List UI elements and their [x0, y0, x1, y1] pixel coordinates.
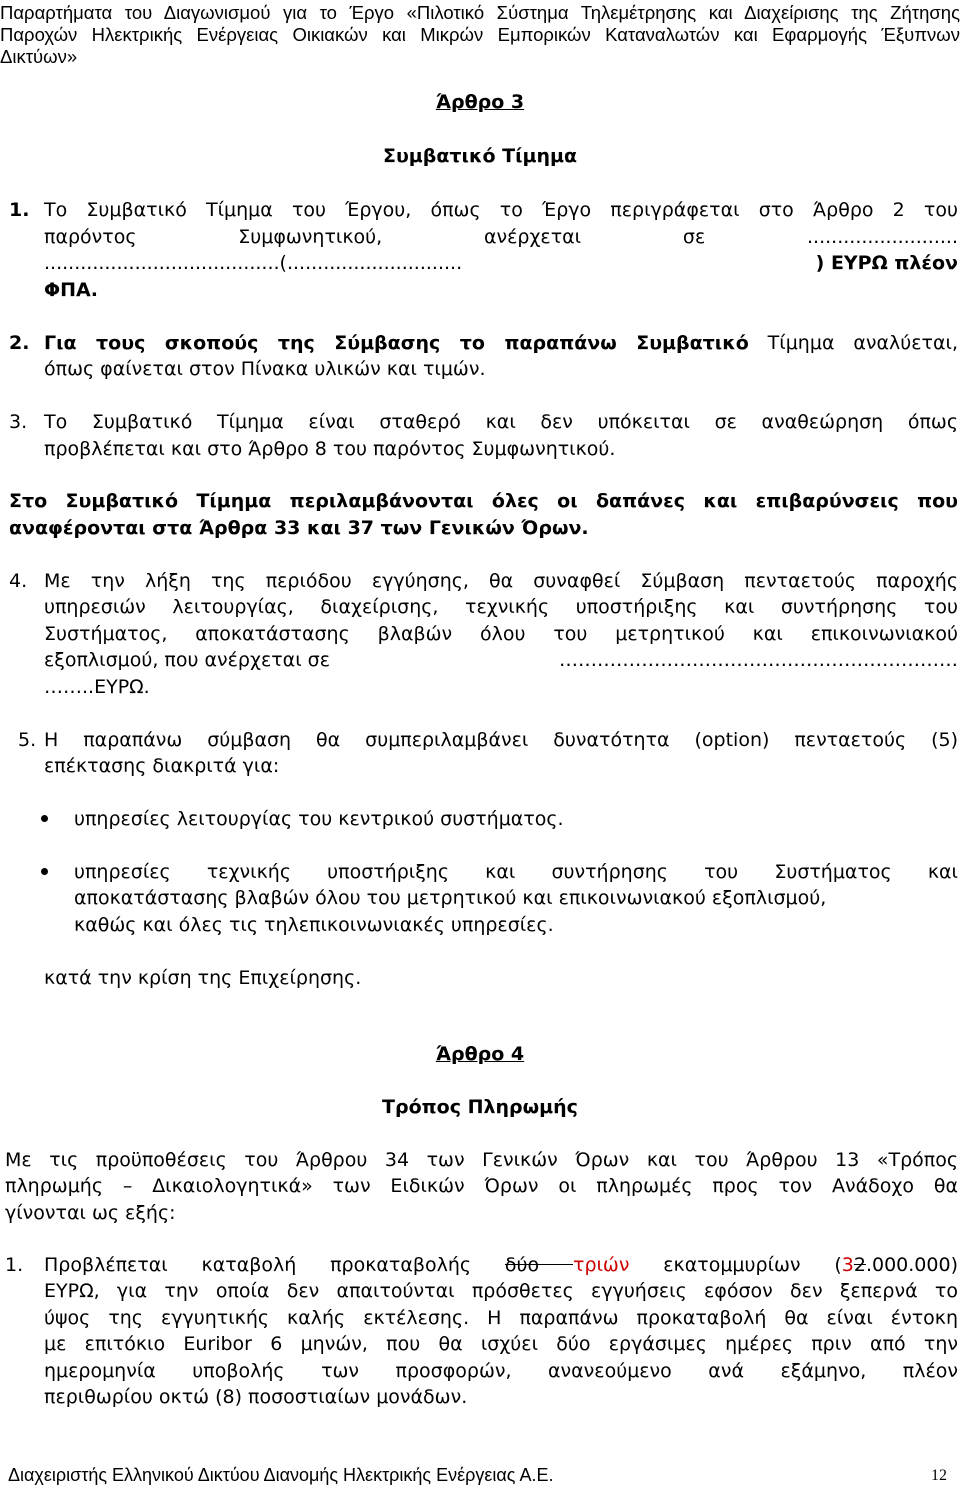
bullet-item-1: υπηρεσίες λειτουργίας του κεντρικού συστήματος. [74, 808, 564, 830]
page-number: 12 [931, 1467, 947, 1484]
article-4-item-1-line-1 [44, 1253, 958, 1277]
article-3-item-4-line-2: υπηρεσιών λειτουργίας, διαχείρισης, τεχνικής υποστήριξης και συντήρησης του [44, 596, 958, 618]
article-3-item-4-line-1: Με την λήξη της περιόδου εγγύησης, θα συναφθεί Σύμβαση πενταετούς παροχής [44, 570, 958, 592]
amount-currency-text: ) ΕΥΡΩ πλέον [815, 252, 958, 274]
article-3-item-5-line-1: Η παραπάνω σύμβαση θα συμπεριλαμβάνει δυνατότητα (option) πενταετούς (5) [44, 729, 958, 751]
article-3-item-3-number: 3. [9, 411, 28, 433]
article-3-closing: κατά την κρίση της Επιχείρησης. [44, 967, 362, 989]
article-3-title: Άρθρο 3 [435, 91, 525, 113]
article-4-title: Άρθρο 4 [435, 1043, 525, 1065]
article-4-item-1-line-5: ημερομηνία υποβολής των προσφορών, ανανεούμενο ανά εξάμηνο, πλέον [44, 1360, 958, 1382]
amount-group [663, 1254, 958, 1276]
article-3-subtitle: Συμβατικό Τίμημα [382, 145, 578, 167]
article-3-item-4-line-3: Συστήματος, αποκατάστασης βλαβών όλου του μετρητικού και επικοινωνιακού [44, 623, 958, 645]
deleted-digit: 2 [853, 1254, 866, 1276]
prepayment-text: Προβλέπεται καταβολή προκαταβολής [44, 1254, 472, 1276]
article-4-item-1-line-6: περιθωρίου οκτώ (8) ποσοστιαίων μονάδων. [44, 1386, 468, 1408]
amount-dots: .......................................(............................. [44, 252, 463, 274]
header-line-2: Παροχών Ηλεκτρικής Ενέργειας Οικιακών και Μικρών Εμπορικών Καταναλωτών και Εφαρμογής Έξυπνων [0, 24, 960, 45]
header-line-3: Δικτύων» [0, 46, 78, 67]
revision-group [505, 1254, 630, 1276]
article-3-item-1-line-1: Το Συμβατικό Τίμημα του Έργου, όπως το Έργο περιγράφεται στο Άρθρο 2 του [44, 199, 958, 221]
article-3-item-1-line-2: παρόντος Συμφωνητικού, ανέρχεται σε ......................... [44, 226, 958, 248]
bold-paragraph-line-1: Στο Συμβατικό Τίμημα περιλαμβάνονται όλες οι δαπάνες και επιβαρύνσεις που [9, 490, 958, 512]
article-3-item-5-line-2: επέκτασης διακριτά για: [44, 755, 280, 777]
bullet-item-2-line-1: υπηρεσίες τεχνικής υποστήριξης και συντήρησης του Συστήματος και [74, 861, 958, 883]
inserted-digit: 3 [841, 1254, 854, 1276]
article-3-item-2-line-2: όπως φαίνεται στον Πίνακα υλικών και τιμών. [44, 358, 486, 380]
article-4-intro-line-1: Με τις προϋποθέσεις του Άρθρου 34 των Γενικών Όρων και του Άρθρου 13 «Τρόπος [5, 1149, 958, 1171]
bullet-icon [41, 868, 48, 875]
bold-paragraph-line-2: αναφέρονται στα Άρθρα 33 και 37 των Γενικών Όρων. [9, 517, 589, 539]
article-3-item-2-number: 2. [9, 332, 30, 354]
footer-company: Διαχειριστής Ελληνικού Δικτύου Διανομής Ηλεκτρικής Ενέργειας Α.Ε. [8, 1465, 554, 1485]
millions-text: εκατομμυρίων ( [663, 1254, 842, 1276]
article-4-item-1-line-4: με επιτόκιο Euribor 6 μηνών, που θα ισχύει δύο εργάσιμες ημέρες πριν από την [44, 1333, 958, 1355]
item-2-regular-text: Τίμημα αναλύεται, [748, 332, 958, 354]
article-4-subtitle: Τρόπος Πληρωμής [382, 1096, 578, 1118]
article-4-item-1-number: 1. [5, 1254, 24, 1276]
article-4-intro-line-3: γίνονται ως εξής: [5, 1202, 176, 1224]
article-4-item-1-line-3: ύψος της εγγυητικής καλής εκτέλεσης. Η παραπάνω προκαταβολή θα είναι έντοκη [44, 1307, 958, 1329]
article-4-item-1-line-2: ΕΥΡΩ, για την οποία δεν απαιτούνται πρόσθετες εγγυήσεις εφόσον δεν ξεπερνά το [44, 1280, 958, 1302]
article-3-item-5-number: 5. [18, 729, 37, 751]
amount-suffix: .000.000) [865, 1254, 958, 1276]
inserted-word: τριών [573, 1254, 630, 1276]
article-3-item-3-line-1: Το Συμβατικό Τίμημα είναι σταθερό και δεν υπόκειται σε αναθεώρηση όπως [44, 411, 958, 433]
bullet-item-2-line-3: καθώς και όλες τις τηλεπικοινωνιακές υπηρεσίες. [74, 914, 554, 936]
item-4-dots: ……………………………………………………… [559, 649, 958, 671]
article-3-item-3-line-2: προβλέπεται και στο Άρθρο 8 του παρόντος Συμφωνητικού. [44, 438, 616, 460]
article-3-item-1-number: 1. [9, 199, 30, 221]
item-4-text: εξοπλισμού, που ανέρχεται σε [44, 649, 330, 671]
article-3-item-2-line-1 [44, 331, 958, 355]
article-3-item-1-line-3 [44, 251, 958, 275]
bullet-icon [41, 815, 48, 822]
article-3-item-1-line-4: ΦΠΑ. [44, 279, 98, 301]
bullet-item-2-line-2: αποκατάστασης βλαβών όλου του μετρητικού και επικοινωνιακού εξοπλισμού, [74, 887, 827, 909]
article-3-item-4-number: 4. [9, 570, 28, 592]
article-4-intro-line-2: πληρωμής – Δικαιολογητικά» των Ειδικών Όρων οι πληρωμές προς τον Ανάδοχο θα [5, 1175, 958, 1197]
header-line-1: Παραρτήματα του Διαγωνισμού για το Έργο «Πιλοτικό Σύστημα Τηλεμέτρησης και Διαχείρισης της Ζήτησης [0, 2, 960, 23]
deleted-word: δύο [504, 1254, 573, 1276]
item-2-bold-text: Για τους σκοπούς της Σύμβασης το παραπάνω Συμβατικό [44, 332, 749, 354]
article-3-item-4-line-4 [44, 648, 958, 672]
article-3-item-4-line-5: ……..ΕΥΡΩ. [44, 676, 150, 698]
